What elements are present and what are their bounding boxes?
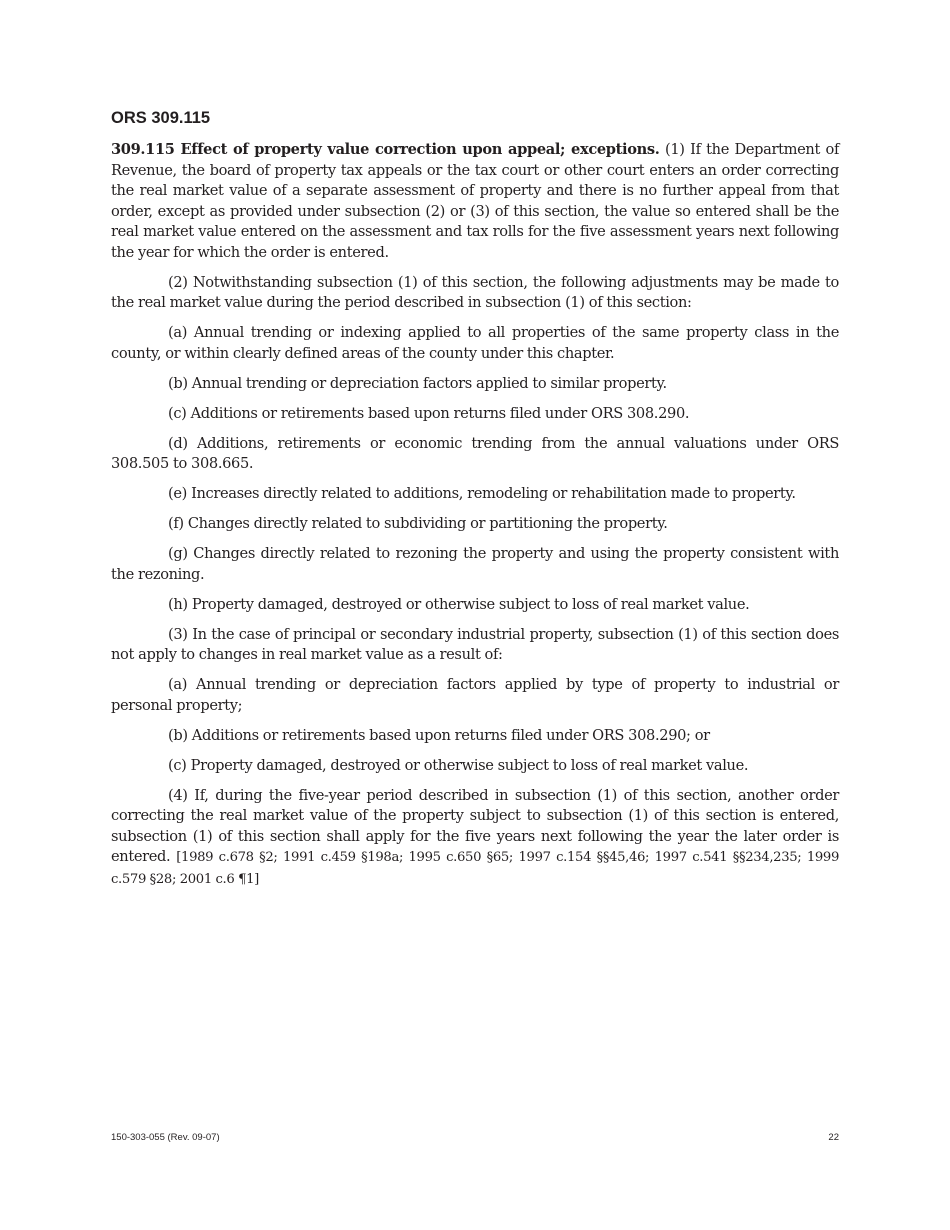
page-number: 22 bbox=[828, 1132, 839, 1143]
paragraph-2d: (d) Additions, retirements or economic trending from the annual valuations under ORS 308.505 to 308.665. bbox=[111, 434, 839, 472]
paragraph-2e: (e) Increases directly related to additions, remodeling or rehabilitation made to property. bbox=[168, 485, 796, 502]
paragraph-4 bbox=[111, 786, 839, 891]
document-body bbox=[111, 108, 839, 900]
paragraph-3b: (b) Additions or retirements based upon returns filed under ORS 308.290; or bbox=[168, 726, 710, 744]
page-title: ORS 309.115 bbox=[111, 109, 211, 127]
paragraph-3c: (c) Property damaged, destroyed or otherwise subject to loss of real market value. bbox=[168, 756, 749, 774]
form-number: 150-303-055 (Rev. 09-07) bbox=[111, 1132, 220, 1143]
paragraph-2c: (c) Additions or retirements based upon returns filed under ORS 308.290. bbox=[168, 404, 690, 422]
paragraph-2g: (g) Changes directly related to rezoning the property and using the property consistent with the rezoning. bbox=[111, 545, 839, 583]
paragraph-2: (2) Notwithstanding subsection (1) of this section, the following adjustments may be made to the real market value during the period described in subsection (1) of this section: bbox=[111, 273, 839, 311]
paragraph-1 bbox=[111, 140, 839, 263]
paragraph-2f: (f) Changes directly related to subdividing or partitioning the property. bbox=[168, 515, 668, 532]
paragraph-3a: (a) Annual trending or depreciation factors applied by type of property to industrial or personal property; bbox=[111, 676, 839, 714]
paragraph-2h: (h) Property damaged, destroyed or otherwise subject to loss of real market value. bbox=[168, 595, 750, 613]
legislative-history: [1989 c.678 §2; 1991 c.459 §198a; 1995 c.650 §65; 1997 c.154 §§45,46; 1997 c.541 §§234,235; 1999 c.579 §28; 2001 c.6 ¶1] bbox=[111, 850, 839, 887]
paragraph-3: (3) In the case of principal or secondary industrial property, subsection (1) of this section does not apply to changes in real market value as a result of: bbox=[111, 625, 839, 663]
paragraph-4-text: (4) If, during the five-year period described in subsection (1) of this section, another order correcting the real market value of the property subject to subsection (1) of this section is entered, subsection (1) of this section shall apply for the five years next following the year the later order is entered. bbox=[111, 786, 839, 865]
paragraph-1-text: (1) If the Department of Revenue, the board of property tax appeals or the tax court or other court enters an order correcting the real market value of a separate assessment of property and there is no further appeal from that order, except as provided under subsection (2) or (3) of this section, the value so entered shall be the real market value entered on the assessment and tax rolls for the five assessment years next following the year for which the order is entered. bbox=[111, 141, 839, 261]
section-lead: 309.115 Effect of property value correction upon appeal; exceptions. bbox=[111, 141, 660, 158]
paragraph-2b: (b) Annual trending or depreciation factors applied to similar property. bbox=[168, 374, 667, 392]
paragraph-2a: (a) Annual trending or indexing applied to all properties of the same property class in the county, or within clearly defined areas of the county under this chapter. bbox=[111, 324, 839, 362]
